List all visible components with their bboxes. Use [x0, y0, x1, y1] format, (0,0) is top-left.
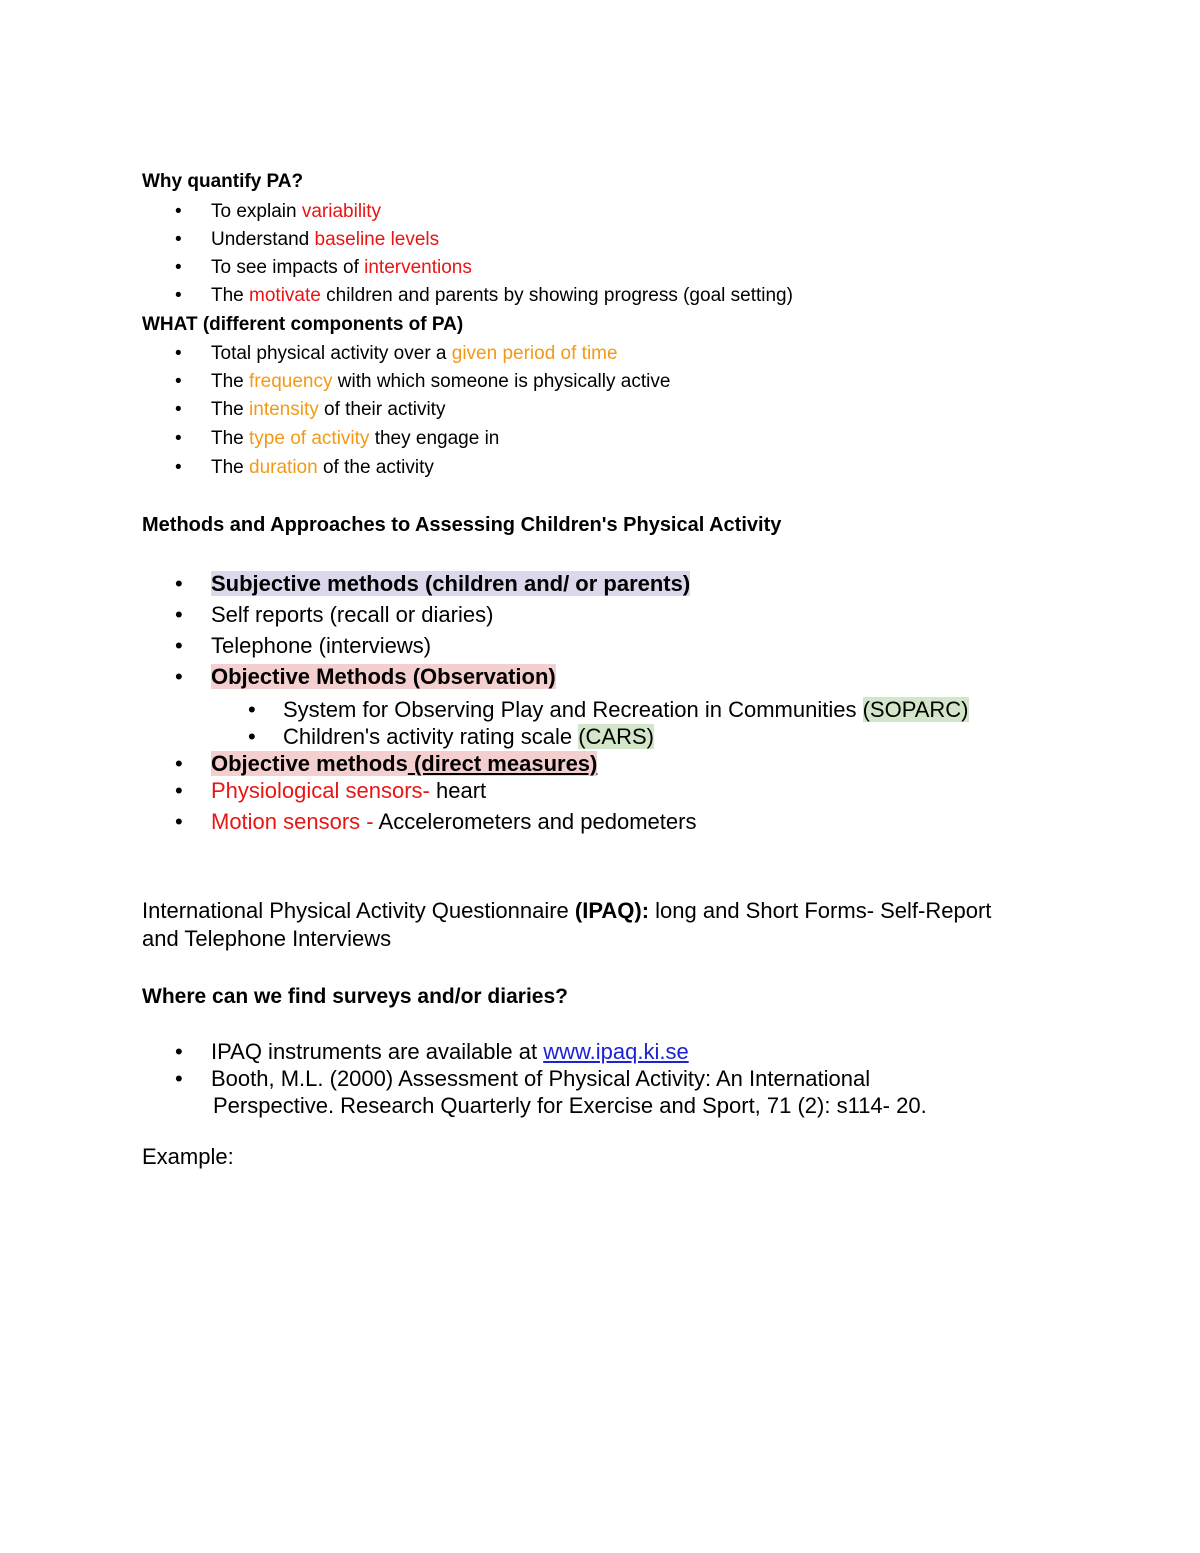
list-item: Total physical activity over a given period of time [211, 343, 618, 364]
list-item: Understand baseline levels [211, 229, 440, 250]
list-item: The motivate children and parents by showing progress (goal setting) [211, 285, 793, 306]
bullet: • [175, 778, 183, 803]
heading-why-quantify: Why quantify PA? [142, 171, 304, 192]
list-item: The intensity of their activity [211, 399, 446, 420]
list-item: Physiological sensors- heart [211, 778, 487, 803]
list-item: Objective methods (direct measures) [211, 751, 598, 776]
list-item: To explain variability [211, 201, 382, 222]
bullet: • [175, 371, 182, 392]
bullet: • [175, 285, 182, 306]
list-item: Objective Methods (Observation) [211, 664, 556, 689]
reference-line-2: Perspective. Research Quarterly for Exercise and Sport, 71 (2): s114- 20. [213, 1093, 927, 1118]
bullet: • [175, 1066, 183, 1091]
bullet: • [175, 399, 182, 420]
bullet: • [248, 724, 256, 749]
bullet: • [175, 751, 183, 776]
heading-what-components: WHAT (different components of PA) [142, 314, 464, 335]
ipaq-paragraph-line-2: and Telephone Interviews [142, 926, 392, 951]
heading-methods: Methods and Approaches to Assessing Children's Physical Activity [142, 514, 782, 536]
bullet: • [175, 602, 183, 627]
list-item: Motion sensors - Accelerometers and pedometers [211, 809, 697, 834]
sub-list-item: System for Observing Play and Recreation in Communities (SOPARC) [283, 697, 969, 722]
bullet: • [175, 343, 182, 364]
bullet: • [175, 571, 183, 596]
bullet: • [175, 809, 183, 834]
list-item: The frequency with which someone is physically active [211, 371, 671, 392]
sub-list-item: Children's activity rating scale (CARS) [283, 724, 654, 749]
list-item: Self reports (recall or diaries) [211, 602, 494, 627]
heading-where-surveys: Where can we find surveys and/or diaries? [142, 985, 568, 1008]
list-item: Subjective methods (children and/ or parents) [211, 571, 691, 596]
example-label: Example: [142, 1144, 234, 1169]
bullet: • [248, 697, 256, 722]
bullet: • [175, 257, 182, 278]
ipaq-paragraph-line-1: International Physical Activity Questionnaire (IPAQ): long and Short Forms- Self-Report [142, 898, 992, 923]
bullet: • [175, 664, 183, 689]
list-item: The duration of the activity [211, 457, 434, 478]
list-item: The type of activity they engage in [211, 428, 500, 449]
list-item: Telephone (interviews) [211, 633, 432, 658]
ipaq-website-link[interactable]: www.ipaq.ki.se [543, 1039, 689, 1064]
list-item: To see impacts of interventions [211, 257, 472, 278]
bullet: • [175, 457, 182, 478]
list-item: IPAQ instruments are available at www.ipaq.ki.se [211, 1039, 689, 1064]
bullet: • [175, 201, 182, 222]
bullet: • [175, 1039, 183, 1064]
reference-line-1: Booth, M.L. (2000) Assessment of Physical Activity: An International [211, 1066, 871, 1091]
bullet: • [175, 229, 182, 250]
bullet: • [175, 428, 182, 449]
bullet: • [175, 633, 183, 658]
